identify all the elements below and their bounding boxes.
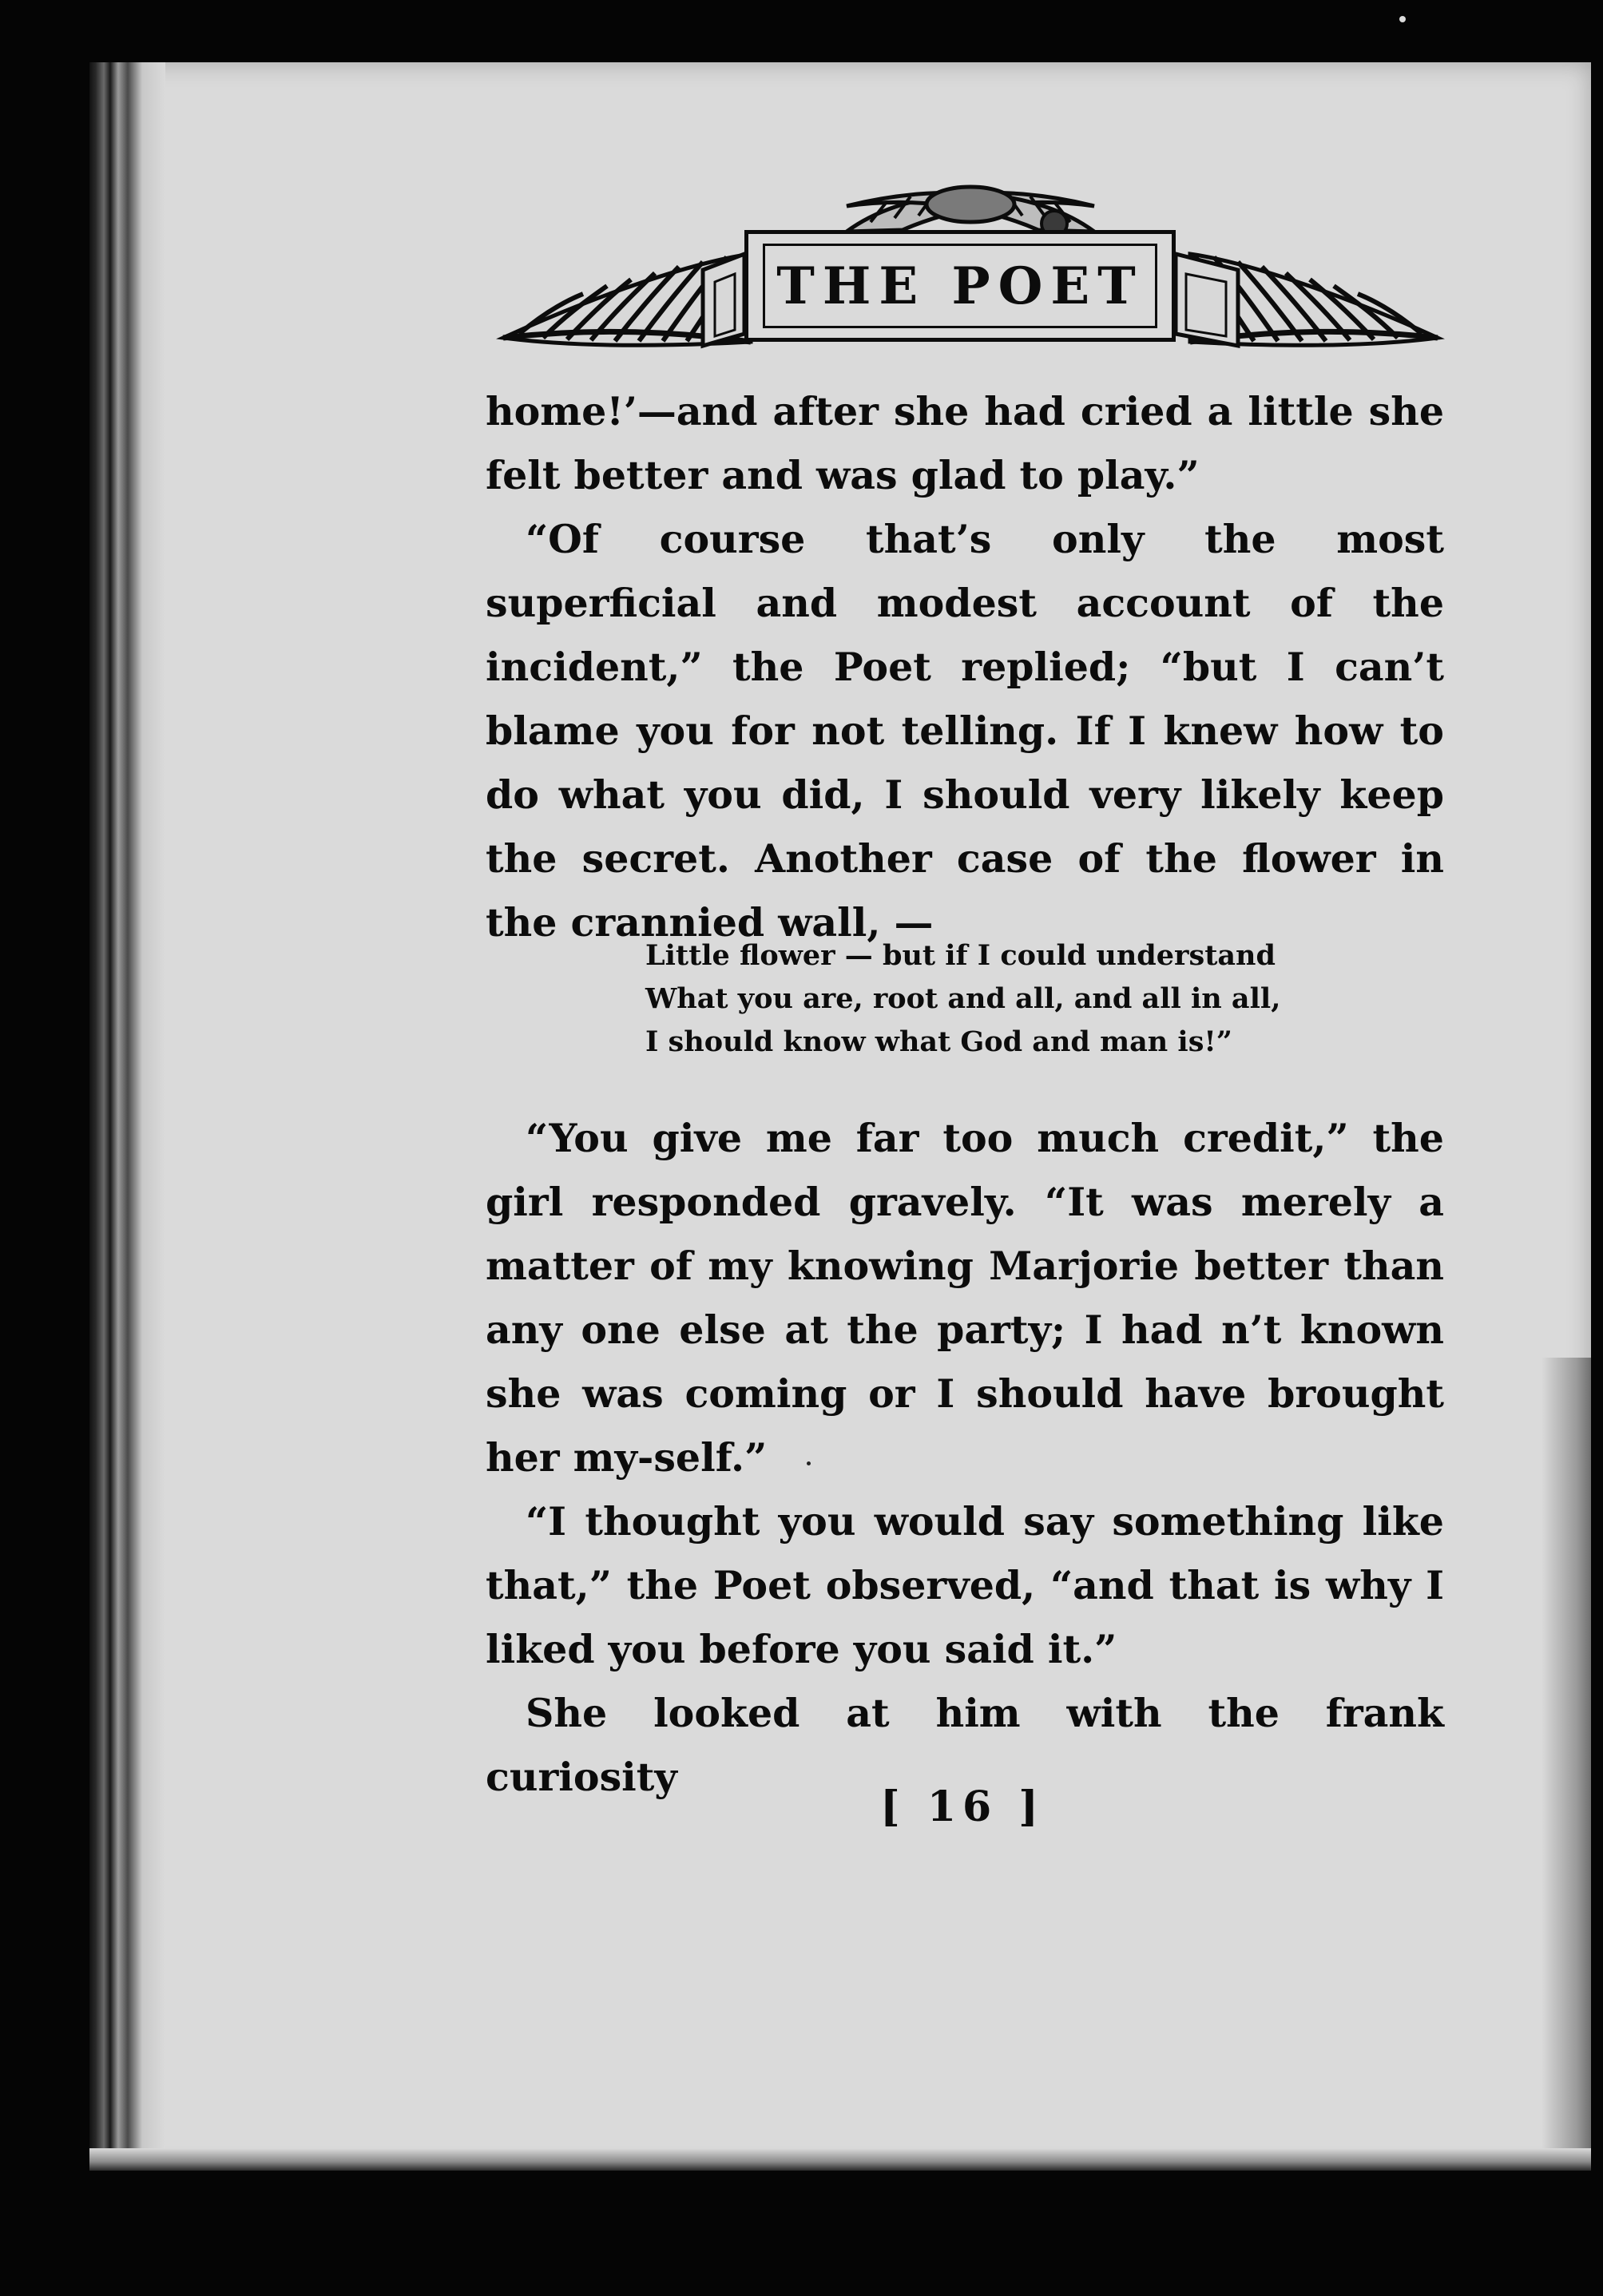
paragraph: home!’—and after she had cried a little she felt better and was glad to play.” xyxy=(486,388,1444,498)
paragraph: “You give me far too much credit,” the girl responded gravely. “It was merely a matter of my knowing Marjorie better than any one else at the party; I had n’t known she was coming or I should have brought her my-self.” xyxy=(486,1115,1444,1481)
book-binding-edge xyxy=(89,62,165,2171)
chapter-header xyxy=(487,174,1454,358)
page-number: [ 16 ] xyxy=(880,1782,1045,1831)
body-text-top xyxy=(486,379,1444,954)
paragraph: “Of course that’s only the most superficial and modest account of the incident,” the Poet replied; “but I can’t blame you for not telling. If I knew how to do what you did, I should very likely keep the secret. Another case of the flower in the crannied wall, — xyxy=(486,516,1444,946)
title-frame xyxy=(744,230,1176,342)
body-text-bottom xyxy=(486,1106,1444,1809)
paragraph: “I thought you would say something like that,” the Poet observed, “and that is why I liked you before you said it.” xyxy=(486,1498,1444,1672)
verse-line: I should know what God and man is!” xyxy=(645,1025,1232,1058)
verse-quote xyxy=(645,934,1412,1064)
dust-speck xyxy=(807,1461,811,1465)
verse-line: Little flower — but if I could understand xyxy=(645,939,1276,972)
running-head-title: THE POET xyxy=(776,256,1144,316)
paragraph: She looked at him with the frank curiosity xyxy=(486,1690,1444,1800)
page-bottom-edge xyxy=(89,2148,1591,2171)
dust-speck xyxy=(1399,16,1406,22)
title-frame-inner xyxy=(763,244,1157,328)
verse-line: What you are, root and all, and all in all, xyxy=(645,982,1281,1015)
page-edge-shadow xyxy=(1541,1358,1591,2171)
